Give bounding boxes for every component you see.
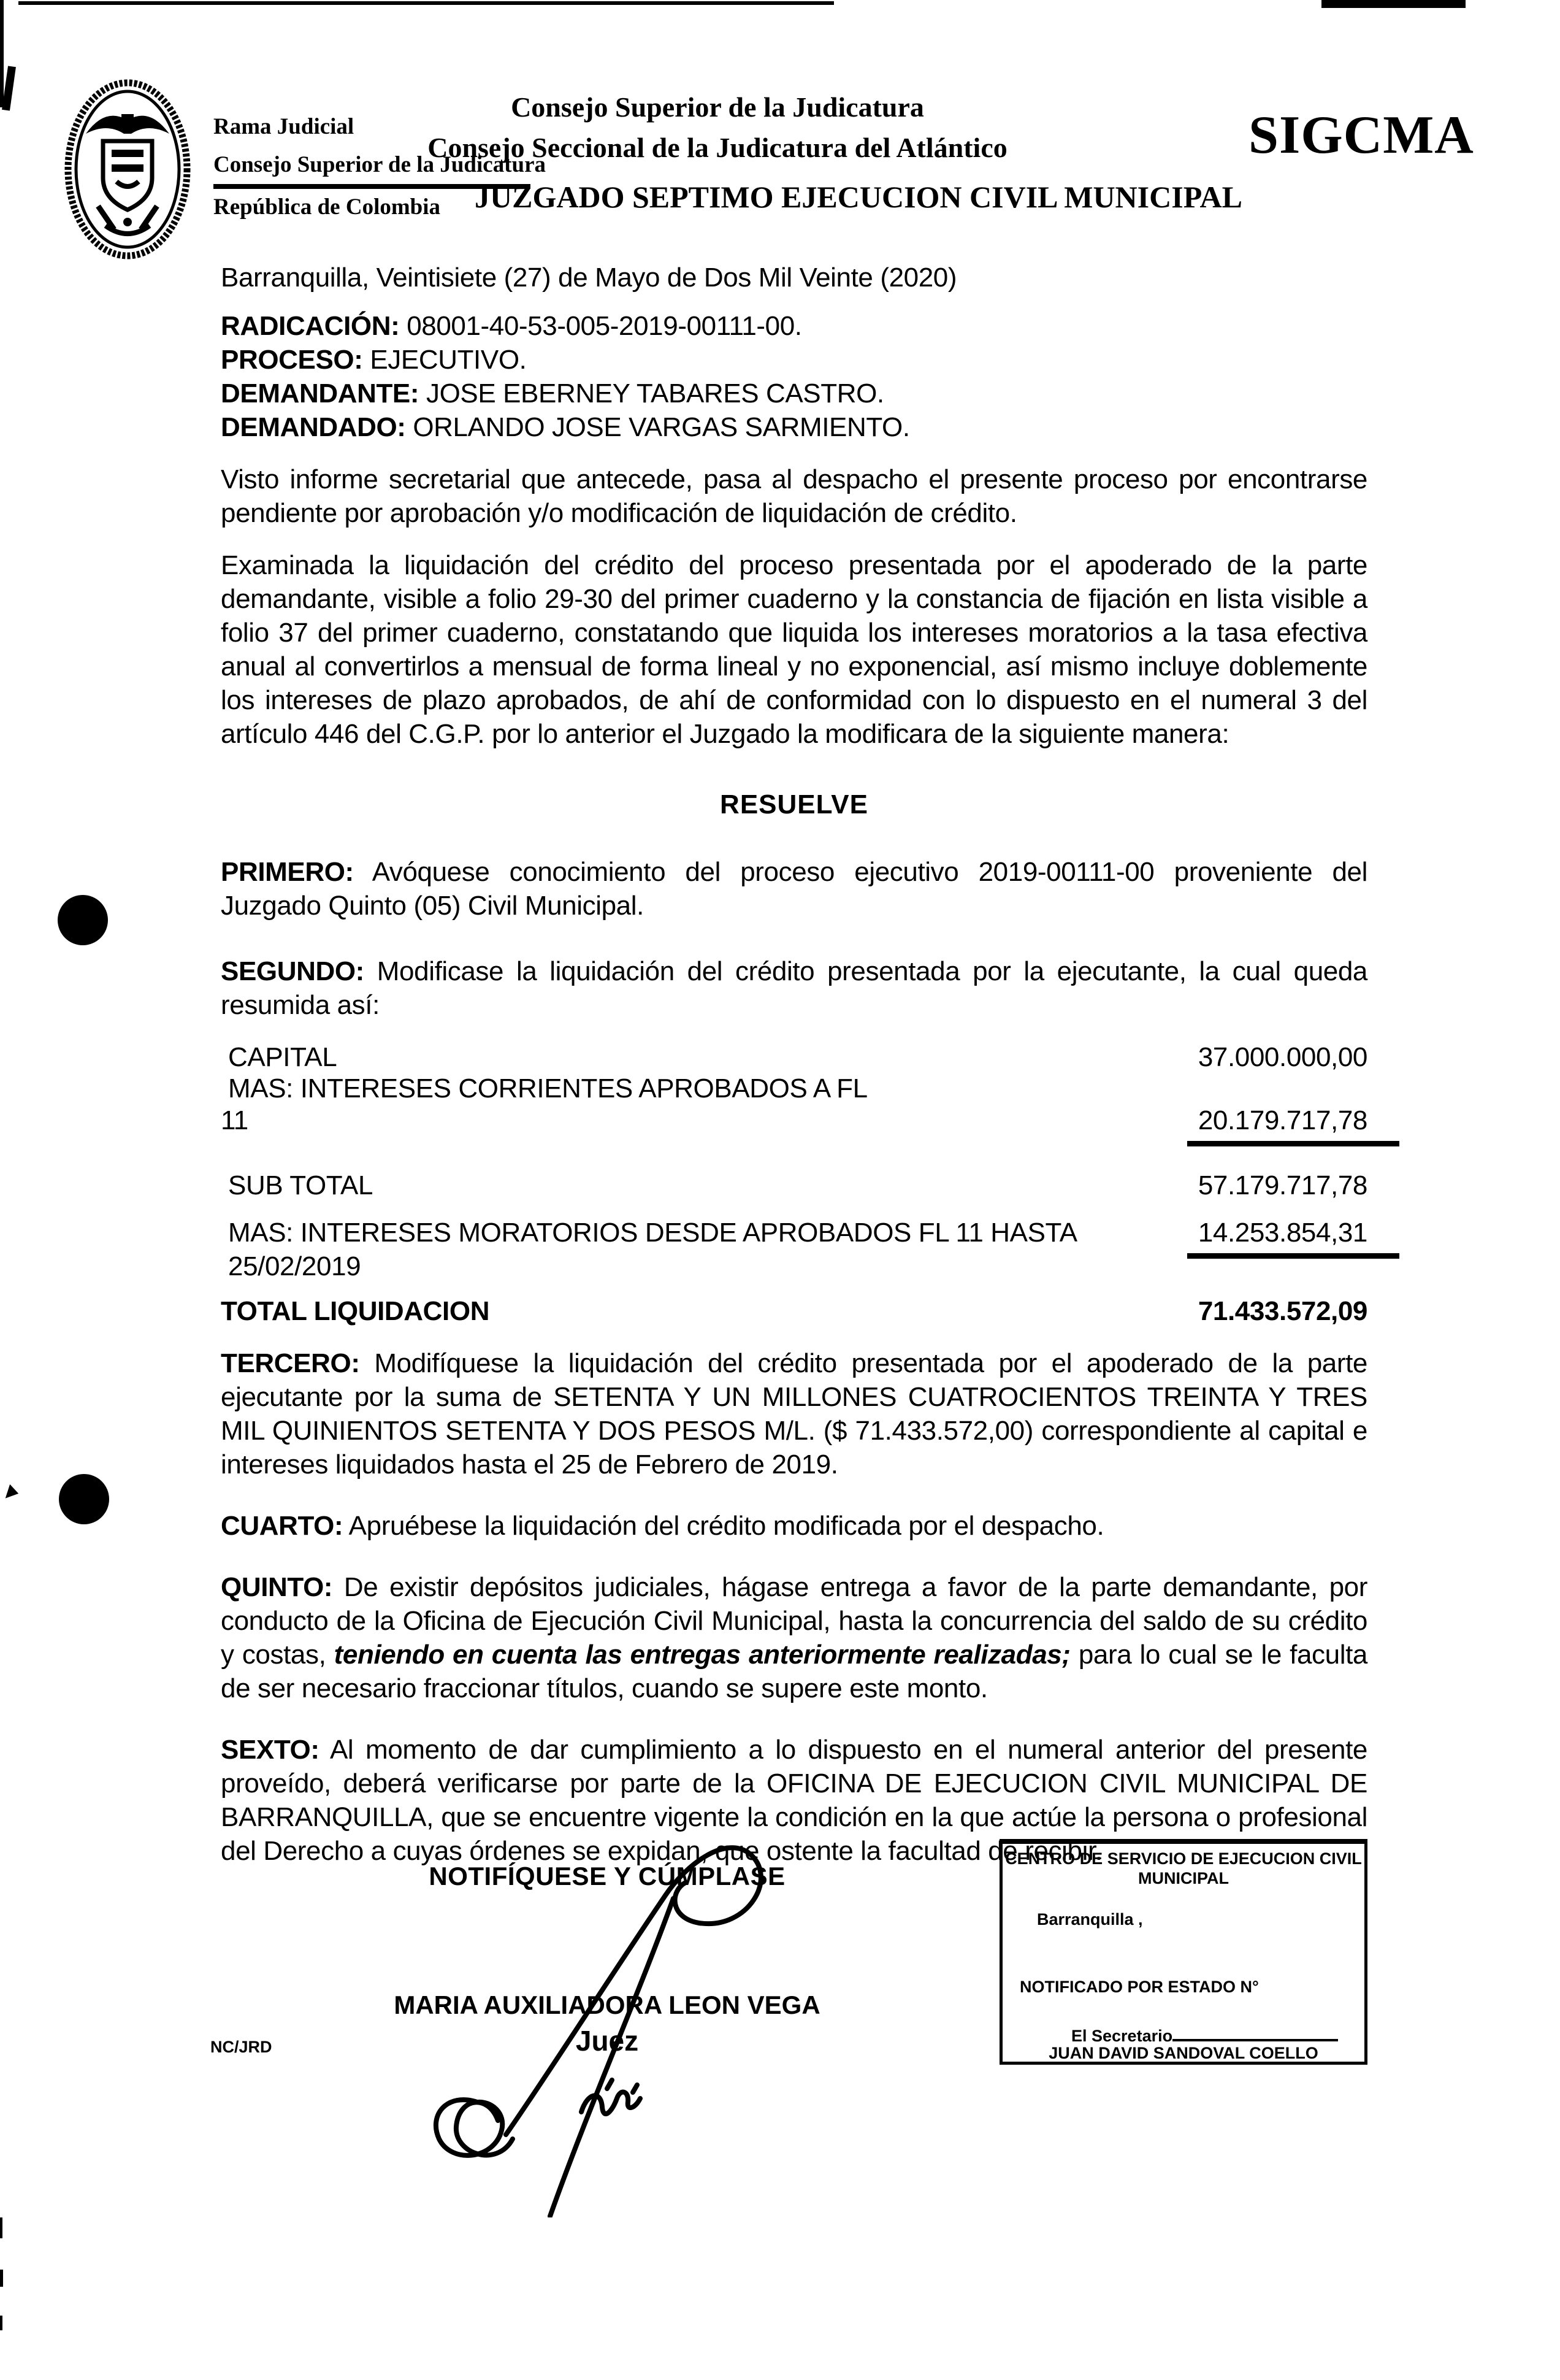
ordinal-text: Apruébese la liquidación del crédito modificada por el despacho. [348,1511,1104,1541]
case-info [221,309,1367,444]
row-label: SUB TOTAL [228,1170,373,1200]
field-value: EJECUTIVO. [370,345,527,375]
row-value: 20.179.717,78 [1187,1104,1399,1146]
row-value: 71.433.572,09 [1198,1296,1367,1326]
paragraph-visto: Visto informe secretarial que antecede, pasa al despacho el presente proceso por encontrarse pendiente por aprobación y/o modificación de liquidación de crédito. [221,464,1367,528]
ordinal-label: TERCERO: [221,1348,360,1378]
org-line-consejo: Consejo Superior de la Judicatura [213,152,546,177]
paragraph-tercero [221,1346,1367,1481]
ordinal-text: De existir depósitos judiciales, hágase entrega a favor de la parte demandante, por conducto de la Oficina de Ejecución Civil Municipal, hasta la concurrencia del saldo de su crédito y costas, [221,1572,1367,1670]
header-consejo-seccional: Consejo Seccional de la Judicatura del Atlántico [427,132,1008,163]
paragraph-segundo [221,954,1367,1022]
row-value: 14.253.854,31 [1187,1216,1399,1259]
stamp-notified-line: NOTIFICADO POR ESTADO N° [1020,1978,1259,1996]
paragraph-primero [221,855,1367,923]
table-row-total [221,1294,1367,1328]
field-value: ORLANDO JOSE VARGAS SARMIENTO. [413,412,910,442]
punch-hole-mark-top [58,895,108,945]
order-line: NOTIFÍQUESE Y CÚMPLASE [429,1862,786,1891]
row-value: 37.000.000,00 [1198,1042,1367,1072]
table-row-folio-11 [221,1104,1367,1146]
letterhead [0,0,1560,264]
scan-artifact-wedge [6,1484,21,1502]
row-label: MAS: INTERESES MORATORIOS DESDE APROBADOS FL 11 HASTA 25/02/2019 [228,1218,1076,1281]
secretary-label: El Secretario [1071,2027,1173,2045]
table-row-capital [221,1040,1367,1074]
scan-artifact-left-speck-3 [0,2316,2,2330]
table-row-intereses-moratorios [221,1216,1367,1283]
header-center-block [343,87,1092,168]
secretary-signature-line [1172,2021,1338,2041]
ordinal-label: PRIMERO: [221,857,354,887]
stamp-secretary-name: JUAN DAVID SANDOVAL COELLO [1049,2044,1318,2062]
judge-title: Juez [575,2025,639,2057]
ordinal-label: QUINTO: [221,1572,333,1602]
ordinal-text: Modificase la liquidación del crédito presentada por la ejecutante, la cual queda resumida así: [221,956,1368,1020]
field-label: DEMANDADO: [221,412,406,442]
ordinal-text: Avóquese conocimiento del proceso ejecutivo 2019-00111-00 proveniente del Juzgado Quinto (05) Civil Municipal. [221,857,1367,921]
date-line: Barranquilla, Veintisiete (27) de Mayo de Dos Mil Veinte (2020) [221,263,957,293]
case-field-radicacion [221,309,1367,343]
row-label: 11 [221,1105,248,1135]
case-field-demandado [221,410,1367,444]
case-field-proceso [221,343,1367,377]
ordinal-text: Al momento de dar cumplimiento a lo dispuesto en el numeral anterior del presente proveído, deberá verificarse por parte de la OFICINA DE EJECUCION CIVIL MUNICIPAL DE BARRANQUILLA, que se encuentre vigente la condición en la que actúe la persona o profesional del Derecho a cuyas órdenes se expidan, que ostente la facultad de recibir. [221,1735,1368,1866]
row-label: MAS: INTERESES CORRIENTES APROBADOS A FL [228,1073,868,1104]
row-value: 57.179.717,78 [1198,1170,1367,1200]
court-name: JUZGADO SEPTIMO EJECUCION CIVIL MUNICIPAL [475,180,1242,214]
org-line-rama-judicial: Rama Judicial [213,114,354,139]
stamp-title [1003,1849,1364,1888]
paragraph-cuarto [221,1509,1367,1543]
field-value: JOSE EBERNEY TABARES CASTRO. [426,378,884,409]
ordinal-text: para lo cual se le faculta de ser necesario fraccionar títulos, cuando se supere este monto. [221,1640,1367,1703]
scan-artifact-left-speck-2 [0,2270,3,2287]
paragraph-quinto [221,1570,1367,1705]
stamp-title-line1: CENTRO DE SERVICIO DE EJECUCION CIVIL [1005,1849,1362,1868]
document-body [221,261,1367,1868]
liquidation-table [221,1040,1367,1328]
field-label: PROCESO: [221,345,363,375]
coat-of-arms-logo [63,77,193,264]
table-row-intereses-corrientes [221,1074,1367,1104]
ordinal-text: Modifíquese la liquidación del crédito presentada por el apoderado de la parte ejecutante por la suma de SETENTA Y UN MILLONES CUATROCIENTOS TREINTA Y TRES MIL QUINIENTOS SETENTA Y DOS PESOS M/L. ($ 71.433.572,00) correspondiente al capital e intereses liquidados hasta el 25 de Febrero de 2019. [221,1348,1367,1480]
stamp-secretary-line [1071,2021,1338,2046]
field-label: RADICACIÓN: [221,311,400,341]
sigcma-label: SIGCMA [1248,106,1474,165]
punch-hole-mark-bottom [59,1474,109,1524]
paragraph-examinada: Examinada la liquidación del crédito del proceso presentada por el apoderado de la parte demandante, visible a folio 29-30 del primer cuaderno y la constancia de fijación en lista visible a folio 37 del primer cuaderno, constatando que liquida los intereses moratorios a la tasa efectiva anual al convertirlos a mensual de forma lineal y no exponencial, así mismo incluye doblemente los intereses de plazo aprobados, de ahí de conformidad con lo dispuesto en el numeral 3 del artículo 446 del C.G.P. por lo anterior el Juzgado la modificara de la siguiente manera: [221,550,1367,749]
table-row-subtotal [221,1169,1367,1202]
case-field-demandante [221,377,1367,410]
ordinal-label: SEXTO: [221,1735,319,1765]
header-consejo-superior: Consejo Superior de la Judicatura [511,91,924,123]
row-label: CAPITAL [228,1042,337,1072]
scan-artifact-left-speck-1 [0,2217,2,2238]
resuelve-heading: RESUELVE [720,789,868,820]
clerk-initials: NC/JRD [210,2038,272,2056]
judge-name: MARIA AUXILIADORA LEON VEGA [394,1990,820,2019]
row-label: TOTAL LIQUIDACION [221,1296,490,1326]
stamp-title-line2: MUNICIPAL [1138,1869,1229,1887]
stamp-city-line: Barranquilla , [1037,1910,1143,1929]
field-label: DEMANDANTE: [221,378,419,409]
ordinal-label: CUARTO: [221,1511,343,1541]
emphasis-text: teniendo en cuenta las entregas anteriormente realizadas; [334,1640,1071,1670]
ordinal-label: SEGUNDO: [221,956,364,986]
notification-stamp-box [1000,1839,1367,2065]
org-line-republica: República de Colombia [213,194,441,220]
field-value: 08001-40-53-005-2019-00111-00. [407,311,802,341]
